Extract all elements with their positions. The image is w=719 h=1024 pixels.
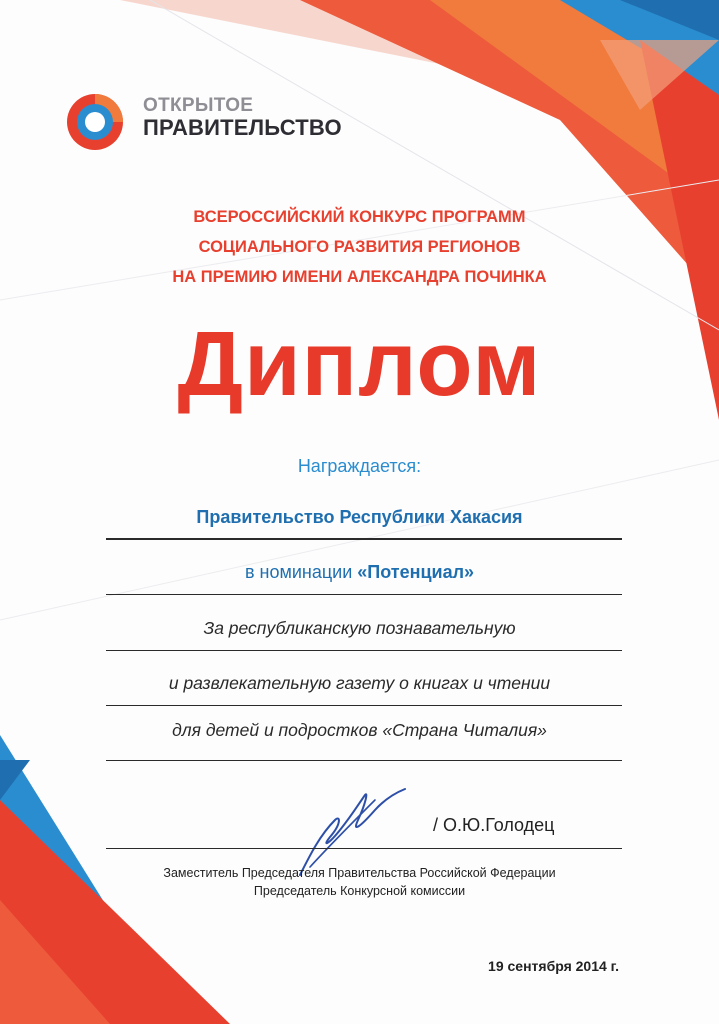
signer-name: / О.Ю.Голодец xyxy=(433,815,555,835)
nomination-name: «Потенциал» xyxy=(357,562,475,582)
rule-3 xyxy=(106,650,622,651)
reason-line-1: За республиканскую познавательную xyxy=(203,618,516,638)
recipient-name: Правительство Республики Хакасия xyxy=(196,507,523,527)
contest-line-3: НА ПРЕМИЮ ИМЕНИ АЛЕКСАНДРА ПОЧИНКА xyxy=(172,268,547,286)
rule-2 xyxy=(106,594,622,595)
logo-text xyxy=(143,96,342,139)
diploma-heading: Диплом xyxy=(177,313,542,415)
contest-line-2: СОЦИАЛЬНОГО РАЗВИТИЯ РЕГИОНОВ xyxy=(198,238,521,256)
contest-line-1: ВСЕРОССИЙСКИЙ КОНКУРС ПРОГРАММ xyxy=(193,208,526,226)
awarded-label: Награждается: xyxy=(297,456,422,476)
logo-line-1: ОТКРЫТОЕ xyxy=(143,95,254,116)
rule-5 xyxy=(106,760,622,761)
rule-1 xyxy=(106,538,622,540)
logo-line-2: ПРАВИТЕЛЬСТВО xyxy=(143,115,342,140)
rule-6 xyxy=(106,848,622,849)
ring-logo-icon xyxy=(60,88,130,158)
contest-title xyxy=(0,202,719,292)
rule-4 xyxy=(106,705,622,706)
nomination-prefix: в номинации xyxy=(244,562,353,582)
nomination-line xyxy=(0,562,719,583)
signer-title-1: Заместитель Председателя Правительства Российской Федерации xyxy=(163,866,556,880)
reason-line-2: и развлекательную газету о книгах и чтении xyxy=(168,673,551,693)
reason-line-3: для детей и подростков «Страна Читалия» xyxy=(172,720,547,740)
signer-title-2: Председатель Конкурсной комиссии xyxy=(253,884,466,898)
award-date: 19 сентября 2014 г. xyxy=(488,958,619,974)
